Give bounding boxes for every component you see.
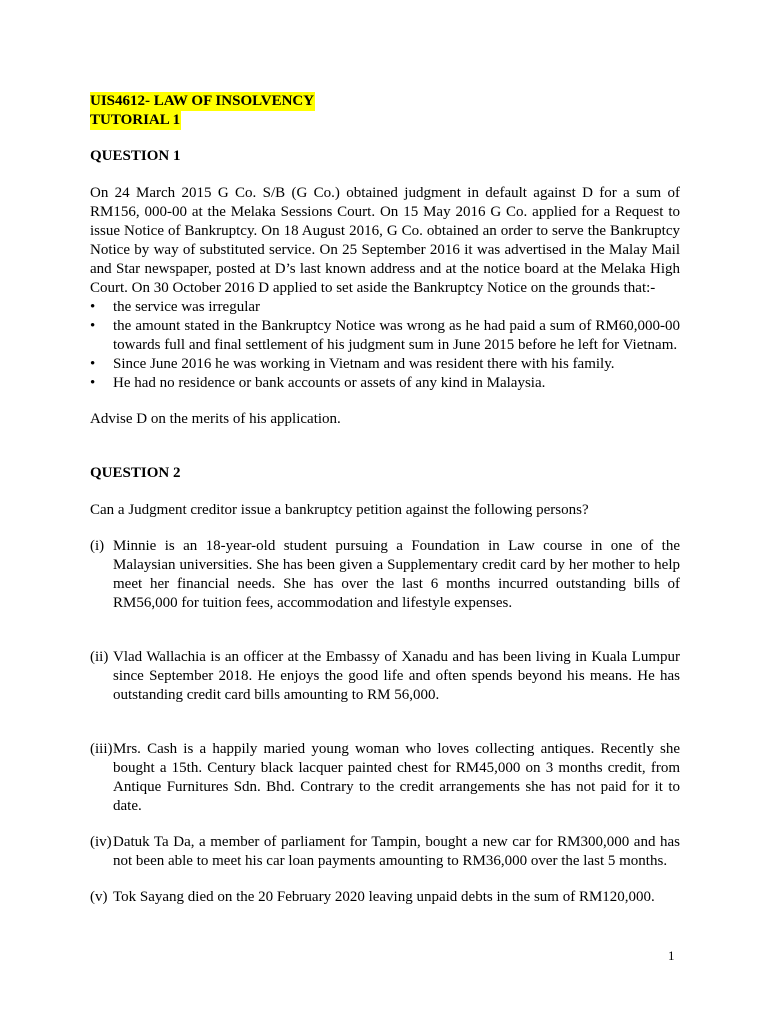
question-2-item-iii — [90, 740, 680, 816]
item-text: Tok Sayang died on the 20 February 2020 leaving unpaid debts in the sum of RM120,000. — [113, 889, 655, 905]
question-1-intro: On 24 March 2015 G Co. S/B (G Co.) obtained judgment in default against D for a sum of RM156, 000-00 at the Melaka Sessions Court. On 15 May 2016 G Co. applied for a Request to issue Notice of Bankruptcy. On 18 August 2016, G Co. obtained an order to serve the Bankruptcy Notice by way of substituted service. On 25 September 2016 it was advertised in the Malay Mail and Star newspaper, posted at D’s last known address and at the notice board at the Melaka High Court. On 30 October 2016 D applied to set aside the Bankruptcy Notice on the grounds that:- — [90, 185, 680, 296]
document-page — [90, 92, 680, 907]
page-number: 1 — [668, 948, 675, 963]
item-label: (iv) — [90, 834, 112, 850]
question-2-intro: Can a Judgment creditor issue a bankruptcy petition against the following persons? — [90, 502, 589, 518]
bullet-icon: • — [90, 356, 96, 372]
tutorial-title: TUTORIAL 1 — [90, 112, 181, 128]
item-label: (v) — [90, 889, 108, 905]
course-title: UIS4612- LAW OF INSOLVENCY — [90, 93, 315, 109]
bullet-icon: • — [90, 318, 96, 334]
question-1-closing: Advise D on the merits of his application. — [90, 411, 341, 427]
question-1-grounds-list — [90, 298, 680, 393]
list-item — [90, 355, 680, 374]
item-label: (iii) — [90, 741, 113, 757]
document-heading — [90, 92, 680, 130]
question-2-item-v — [90, 888, 680, 907]
item-text: Mrs. Cash is a happily maried young woman who loves collecting antiques. Recently she bought a 15th. Century black lacquer painted chest for RM45,000 on 3 months credit, from Antique Furnitures Sdn. Bhd. Contrary to the credit arrangements she has not paid for it to date. — [113, 741, 680, 814]
item-text: Vlad Wallachia is an officer at the Embassy of Xanadu and has been living in Kuala Lumpur since September 2018. He enjoys the good life and often spends beyond his means. He has outstanding credit card bills amounting to RM 56,000. — [113, 649, 680, 703]
question-2-title: QUESTION 2 — [90, 465, 181, 481]
list-item-text: the service was irregular — [113, 299, 261, 315]
question-2-item-iv — [90, 833, 680, 871]
bullet-icon: • — [90, 375, 96, 391]
item-label: (i) — [90, 538, 105, 554]
question-2-section — [90, 464, 680, 907]
question-1-section — [90, 147, 680, 429]
question-2-item-i — [90, 537, 680, 613]
list-item — [90, 298, 680, 317]
list-item-text: Since June 2016 he was working in Vietnam and was resident there with his family. — [113, 356, 615, 372]
list-item — [90, 317, 680, 355]
list-item-text: He had no residence or bank accounts or assets of any kind in Malaysia. — [113, 375, 546, 391]
item-label: (ii) — [90, 649, 109, 665]
item-text: Minnie is an 18-year-old student pursuing a Foundation in Law course in one of the Malaysian universities. She has been given a Supplementary credit card by her mother to help meet her financial needs. She has over the last 6 months incurred outstanding bills of RM56,000 for tuition fees, accommodation and lifestyle expenses. — [113, 538, 680, 611]
bullet-icon: • — [90, 299, 96, 315]
question-1-title: QUESTION 1 — [90, 148, 181, 164]
list-item-text: the amount stated in the Bankruptcy Notice was wrong as he had paid a sum of RM60,000-00 towards full and final settlement of his judgment sum in June 2015 before he left for Vietnam. — [113, 318, 680, 353]
item-text: Datuk Ta Da, a member of parliament for Tampin, bought a new car for RM300,000 and has not been able to meet his car loan payments amounting to RM36,000 over the last 5 months. — [113, 834, 680, 869]
list-item — [90, 374, 680, 393]
question-2-item-ii — [90, 648, 680, 705]
